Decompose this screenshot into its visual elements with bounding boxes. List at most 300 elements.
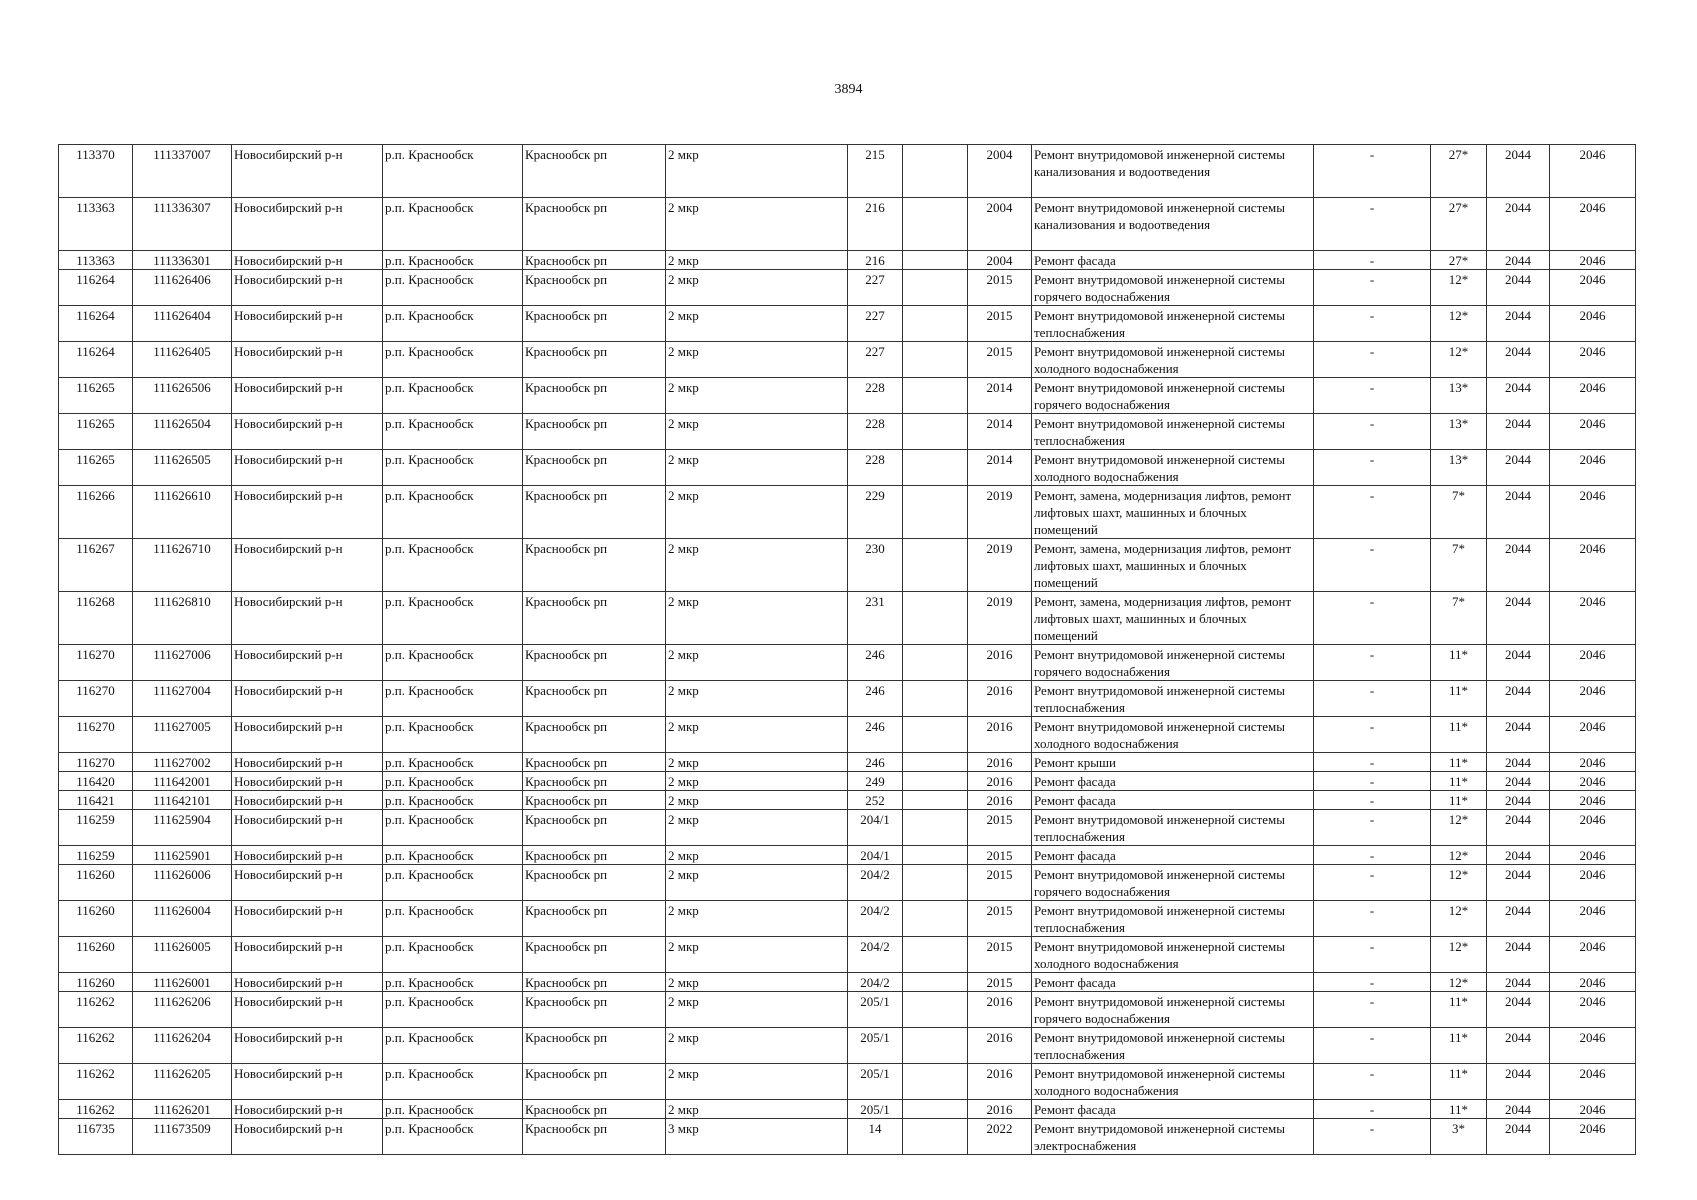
wear-cell: 27* (1431, 198, 1487, 251)
locality-cell: Краснообск рп (523, 865, 666, 901)
end-year-cell: 2046 (1550, 717, 1636, 753)
work-type-cell: Ремонт внутридомовой инженерной системы холодного водоснабжения (1032, 450, 1314, 486)
start-year-cell: 2044 (1487, 414, 1550, 450)
district-cell: Новосибирский р-н (232, 539, 383, 592)
work-code-cell: 111642101 (133, 791, 232, 810)
end-year-cell: 2046 (1550, 198, 1636, 251)
work-type-cell: Ремонт внутридомовой инженерной системы теплоснабжения (1032, 810, 1314, 846)
building-cell (903, 270, 968, 306)
wear-cell: 27* (1431, 145, 1487, 198)
house-number-cell: 228 (848, 450, 903, 486)
dash-cell: - (1314, 791, 1431, 810)
dash-cell: - (1314, 592, 1431, 645)
work-type-cell: Ремонт внутридомовой инженерной системы холодного водоснабжения (1032, 342, 1314, 378)
dash-cell: - (1314, 342, 1431, 378)
district-cell: Новосибирский р-н (232, 486, 383, 539)
street-cell: 2 мкр (666, 937, 848, 973)
start-year-cell: 2044 (1487, 539, 1550, 592)
wear-cell: 11* (1431, 1064, 1487, 1100)
locality-cell: Краснообск рп (523, 992, 666, 1028)
start-year-cell: 2044 (1487, 306, 1550, 342)
table-row (59, 865, 1636, 901)
wear-cell: 12* (1431, 846, 1487, 865)
settlement-cell: р.п. Краснообск (383, 486, 523, 539)
house-id-cell: 116259 (59, 810, 133, 846)
dash-cell: - (1314, 198, 1431, 251)
locality-cell: Краснообск рп (523, 450, 666, 486)
locality-cell: Краснообск рп (523, 486, 666, 539)
dash-cell: - (1314, 1064, 1431, 1100)
wear-cell: 12* (1431, 937, 1487, 973)
street-cell: 2 мкр (666, 973, 848, 992)
house-id-cell: 116265 (59, 414, 133, 450)
year-cell: 2014 (968, 450, 1032, 486)
table-row (59, 306, 1636, 342)
start-year-cell: 2044 (1487, 645, 1550, 681)
end-year-cell: 2046 (1550, 342, 1636, 378)
building-cell (903, 937, 968, 973)
work-code-cell: 111626504 (133, 414, 232, 450)
start-year-cell: 2044 (1487, 251, 1550, 270)
locality-cell: Краснообск рп (523, 901, 666, 937)
year-cell: 2015 (968, 306, 1032, 342)
locality-cell: Краснообск рп (523, 414, 666, 450)
house-id-cell: 116262 (59, 1100, 133, 1119)
work-type-cell: Ремонт внутридомовой инженерной системы канализования и водоотведения (1032, 145, 1314, 198)
locality-cell: Краснообск рп (523, 539, 666, 592)
locality-cell: Краснообск рп (523, 753, 666, 772)
house-id-cell: 116260 (59, 973, 133, 992)
wear-cell: 11* (1431, 772, 1487, 791)
building-cell (903, 414, 968, 450)
building-cell (903, 645, 968, 681)
settlement-cell: р.п. Краснообск (383, 791, 523, 810)
end-year-cell: 2046 (1550, 973, 1636, 992)
dash-cell: - (1314, 1100, 1431, 1119)
wear-cell: 11* (1431, 992, 1487, 1028)
dash-cell: - (1314, 681, 1431, 717)
wear-cell: 12* (1431, 342, 1487, 378)
building-cell (903, 251, 968, 270)
start-year-cell: 2044 (1487, 198, 1550, 251)
work-type-cell: Ремонт фасада (1032, 791, 1314, 810)
start-year-cell: 2044 (1487, 846, 1550, 865)
building-cell (903, 1100, 968, 1119)
work-type-cell: Ремонт внутридомовой инженерной системы канализования и водоотведения (1032, 198, 1314, 251)
street-cell: 2 мкр (666, 717, 848, 753)
table-row (59, 450, 1636, 486)
end-year-cell: 2046 (1550, 145, 1636, 198)
table-row (59, 270, 1636, 306)
year-cell: 2004 (968, 251, 1032, 270)
start-year-cell: 2044 (1487, 1119, 1550, 1155)
dash-cell: - (1314, 270, 1431, 306)
work-type-cell: Ремонт фасада (1032, 846, 1314, 865)
start-year-cell: 2044 (1487, 717, 1550, 753)
wear-cell: 11* (1431, 791, 1487, 810)
settlement-cell: р.п. Краснообск (383, 342, 523, 378)
building-cell (903, 772, 968, 791)
work-type-cell: Ремонт крыши (1032, 753, 1314, 772)
table-row (59, 1028, 1636, 1064)
dash-cell: - (1314, 865, 1431, 901)
building-cell (903, 592, 968, 645)
work-code-cell: 111626505 (133, 450, 232, 486)
dash-cell: - (1314, 846, 1431, 865)
settlement-cell: р.п. Краснообск (383, 753, 523, 772)
district-cell: Новосибирский р-н (232, 270, 383, 306)
work-type-cell: Ремонт внутридомовой инженерной системы холодного водоснабжения (1032, 1064, 1314, 1100)
work-code-cell: 111626201 (133, 1100, 232, 1119)
table-row (59, 973, 1636, 992)
street-cell: 2 мкр (666, 414, 848, 450)
end-year-cell: 2046 (1550, 539, 1636, 592)
district-cell: Новосибирский р-н (232, 810, 383, 846)
table-row (59, 486, 1636, 539)
district-cell: Новосибирский р-н (232, 592, 383, 645)
work-type-cell: Ремонт внутридомовой инженерной системы теплоснабжения (1032, 414, 1314, 450)
year-cell: 2015 (968, 342, 1032, 378)
work-code-cell: 111627004 (133, 681, 232, 717)
year-cell: 2016 (968, 791, 1032, 810)
building-cell (903, 486, 968, 539)
work-type-cell: Ремонт внутридомовой инженерной системы теплоснабжения (1032, 1028, 1314, 1064)
table-row (59, 645, 1636, 681)
dash-cell: - (1314, 450, 1431, 486)
work-type-cell: Ремонт внутридомовой инженерной системы горячего водоснабжения (1032, 378, 1314, 414)
work-code-cell: 111627002 (133, 753, 232, 772)
dash-cell: - (1314, 772, 1431, 791)
end-year-cell: 2046 (1550, 645, 1636, 681)
dash-cell: - (1314, 539, 1431, 592)
dash-cell: - (1314, 486, 1431, 539)
table-row (59, 1064, 1636, 1100)
building-cell (903, 865, 968, 901)
house-number-cell: 205/1 (848, 1100, 903, 1119)
wear-cell: 11* (1431, 1100, 1487, 1119)
house-id-cell: 116260 (59, 901, 133, 937)
locality-cell: Краснообск рп (523, 810, 666, 846)
locality-cell: Краснообск рп (523, 1100, 666, 1119)
table-row (59, 810, 1636, 846)
work-code-cell: 111673509 (133, 1119, 232, 1155)
year-cell: 2015 (968, 901, 1032, 937)
year-cell: 2016 (968, 1064, 1032, 1100)
end-year-cell: 2046 (1550, 791, 1636, 810)
start-year-cell: 2044 (1487, 992, 1550, 1028)
settlement-cell: р.п. Краснообск (383, 1100, 523, 1119)
house-number-cell: 229 (848, 486, 903, 539)
work-type-cell: Ремонт фасада (1032, 973, 1314, 992)
year-cell: 2004 (968, 145, 1032, 198)
wear-cell: 7* (1431, 592, 1487, 645)
street-cell: 2 мкр (666, 251, 848, 270)
table-row (59, 937, 1636, 973)
year-cell: 2014 (968, 414, 1032, 450)
work-code-cell: 111625901 (133, 846, 232, 865)
dash-cell: - (1314, 1028, 1431, 1064)
work-code-cell: 111626405 (133, 342, 232, 378)
house-number-cell: 249 (848, 772, 903, 791)
house-id-cell: 116268 (59, 592, 133, 645)
dash-cell: - (1314, 937, 1431, 973)
street-cell: 2 мкр (666, 901, 848, 937)
work-code-cell: 111626204 (133, 1028, 232, 1064)
start-year-cell: 2044 (1487, 342, 1550, 378)
dash-cell: - (1314, 414, 1431, 450)
street-cell: 2 мкр (666, 342, 848, 378)
street-cell: 2 мкр (666, 1028, 848, 1064)
table-row (59, 414, 1636, 450)
street-cell: 2 мкр (666, 486, 848, 539)
house-id-cell: 116735 (59, 1119, 133, 1155)
wear-cell: 11* (1431, 1028, 1487, 1064)
end-year-cell: 2046 (1550, 592, 1636, 645)
year-cell: 2016 (968, 1100, 1032, 1119)
work-code-cell: 111627006 (133, 645, 232, 681)
wear-cell: 11* (1431, 753, 1487, 772)
start-year-cell: 2044 (1487, 486, 1550, 539)
locality-cell: Краснообск рп (523, 270, 666, 306)
street-cell: 2 мкр (666, 145, 848, 198)
table-row (59, 1119, 1636, 1155)
end-year-cell: 2046 (1550, 1028, 1636, 1064)
end-year-cell: 2046 (1550, 901, 1636, 937)
wear-cell: 12* (1431, 973, 1487, 992)
start-year-cell: 2044 (1487, 791, 1550, 810)
end-year-cell: 2046 (1550, 306, 1636, 342)
building-cell (903, 901, 968, 937)
year-cell: 2015 (968, 810, 1032, 846)
building-cell (903, 681, 968, 717)
settlement-cell: р.п. Краснообск (383, 270, 523, 306)
dash-cell: - (1314, 306, 1431, 342)
house-id-cell: 116270 (59, 717, 133, 753)
house-number-cell: 228 (848, 414, 903, 450)
district-cell: Новосибирский р-н (232, 1064, 383, 1100)
house-number-cell: 204/1 (848, 846, 903, 865)
house-number-cell: 246 (848, 645, 903, 681)
building-cell (903, 450, 968, 486)
district-cell: Новосибирский р-н (232, 645, 383, 681)
start-year-cell: 2044 (1487, 592, 1550, 645)
street-cell: 2 мкр (666, 753, 848, 772)
building-cell (903, 846, 968, 865)
year-cell: 2016 (968, 753, 1032, 772)
settlement-cell: р.п. Краснообск (383, 251, 523, 270)
table-row (59, 846, 1636, 865)
locality-cell: Краснообск рп (523, 973, 666, 992)
locality-cell: Краснообск рп (523, 342, 666, 378)
settlement-cell: р.п. Краснообск (383, 539, 523, 592)
district-cell: Новосибирский р-н (232, 846, 383, 865)
table-row (59, 1100, 1636, 1119)
work-code-cell: 111626810 (133, 592, 232, 645)
work-code-cell: 111336307 (133, 198, 232, 251)
work-code-cell: 111626005 (133, 937, 232, 973)
end-year-cell: 2046 (1550, 681, 1636, 717)
start-year-cell: 2044 (1487, 973, 1550, 992)
building-cell (903, 539, 968, 592)
wear-cell: 11* (1431, 681, 1487, 717)
district-cell: Новосибирский р-н (232, 772, 383, 791)
house-number-cell: 216 (848, 198, 903, 251)
work-type-cell: Ремонт фасада (1032, 772, 1314, 791)
year-cell: 2015 (968, 846, 1032, 865)
year-cell: 2016 (968, 772, 1032, 791)
start-year-cell: 2044 (1487, 810, 1550, 846)
street-cell: 2 мкр (666, 306, 848, 342)
settlement-cell: р.п. Краснообск (383, 772, 523, 791)
settlement-cell: р.п. Краснообск (383, 198, 523, 251)
end-year-cell: 2046 (1550, 753, 1636, 772)
district-cell: Новосибирский р-н (232, 681, 383, 717)
start-year-cell: 2044 (1487, 681, 1550, 717)
work-code-cell: 111626710 (133, 539, 232, 592)
dash-cell: - (1314, 717, 1431, 753)
settlement-cell: р.п. Краснообск (383, 717, 523, 753)
street-cell: 2 мкр (666, 198, 848, 251)
work-code-cell: 111627005 (133, 717, 232, 753)
house-number-cell: 216 (848, 251, 903, 270)
district-cell: Новосибирский р-н (232, 1028, 383, 1064)
wear-cell: 27* (1431, 251, 1487, 270)
building-cell (903, 145, 968, 198)
year-cell: 2016 (968, 645, 1032, 681)
table-row (59, 753, 1636, 772)
end-year-cell: 2046 (1550, 486, 1636, 539)
street-cell: 2 мкр (666, 772, 848, 791)
end-year-cell: 2046 (1550, 450, 1636, 486)
house-number-cell: 215 (848, 145, 903, 198)
settlement-cell: р.п. Краснообск (383, 937, 523, 973)
house-number-cell: 246 (848, 717, 903, 753)
house-id-cell: 116264 (59, 306, 133, 342)
settlement-cell: р.п. Краснообск (383, 992, 523, 1028)
district-cell: Новосибирский р-н (232, 1119, 383, 1155)
house-number-cell: 246 (848, 681, 903, 717)
street-cell: 3 мкр (666, 1119, 848, 1155)
district-cell: Новосибирский р-н (232, 198, 383, 251)
work-type-cell: Ремонт внутридомовой инженерной системы электроснабжения (1032, 1119, 1314, 1155)
table-row (59, 772, 1636, 791)
dash-cell: - (1314, 1119, 1431, 1155)
year-cell: 2016 (968, 992, 1032, 1028)
settlement-cell: р.п. Краснообск (383, 450, 523, 486)
work-code-cell: 111626206 (133, 992, 232, 1028)
dash-cell: - (1314, 901, 1431, 937)
street-cell: 2 мкр (666, 810, 848, 846)
building-cell (903, 1028, 968, 1064)
year-cell: 2004 (968, 198, 1032, 251)
house-number-cell: 204/2 (848, 901, 903, 937)
work-type-cell: Ремонт внутридомовой инженерной системы холодного водоснабжения (1032, 937, 1314, 973)
wear-cell: 3* (1431, 1119, 1487, 1155)
locality-cell: Краснообск рп (523, 645, 666, 681)
table-row (59, 901, 1636, 937)
year-cell: 2016 (968, 681, 1032, 717)
work-type-cell: Ремонт внутридомовой инженерной системы горячего водоснабжения (1032, 270, 1314, 306)
wear-cell: 11* (1431, 717, 1487, 753)
house-id-cell: 113363 (59, 251, 133, 270)
district-cell: Новосибирский р-н (232, 1100, 383, 1119)
house-id-cell: 116264 (59, 270, 133, 306)
end-year-cell: 2046 (1550, 846, 1636, 865)
locality-cell: Краснообск рп (523, 145, 666, 198)
year-cell: 2016 (968, 1028, 1032, 1064)
house-number-cell: 231 (848, 592, 903, 645)
year-cell: 2015 (968, 937, 1032, 973)
work-type-cell: Ремонт внутридомовой инженерной системы горячего водоснабжения (1032, 865, 1314, 901)
table-row (59, 145, 1636, 198)
street-cell: 2 мкр (666, 681, 848, 717)
building-cell (903, 306, 968, 342)
settlement-cell: р.п. Краснообск (383, 973, 523, 992)
street-cell: 2 мкр (666, 450, 848, 486)
start-year-cell: 2044 (1487, 772, 1550, 791)
dash-cell: - (1314, 992, 1431, 1028)
street-cell: 2 мкр (666, 645, 848, 681)
wear-cell: 12* (1431, 901, 1487, 937)
start-year-cell: 2044 (1487, 378, 1550, 414)
work-code-cell: 111626006 (133, 865, 232, 901)
dash-cell: - (1314, 251, 1431, 270)
work-type-cell: Ремонт фасада (1032, 251, 1314, 270)
house-number-cell: 205/1 (848, 1064, 903, 1100)
work-code-cell: 111626406 (133, 270, 232, 306)
building-cell (903, 1119, 968, 1155)
house-id-cell: 113363 (59, 198, 133, 251)
house-id-cell: 116264 (59, 342, 133, 378)
building-cell (903, 342, 968, 378)
settlement-cell: р.п. Краснообск (383, 810, 523, 846)
work-type-cell: Ремонт внутридомовой инженерной системы горячего водоснабжения (1032, 992, 1314, 1028)
settlement-cell: р.п. Краснообск (383, 865, 523, 901)
year-cell: 2019 (968, 539, 1032, 592)
work-code-cell: 111626205 (133, 1064, 232, 1100)
locality-cell: Краснообск рп (523, 306, 666, 342)
locality-cell: Краснообск рп (523, 681, 666, 717)
house-number-cell: 204/2 (848, 973, 903, 992)
work-type-cell: Ремонт, замена, модернизация лифтов, ремонт лифтовых шахт, машинных и блочных помещений (1032, 486, 1314, 539)
house-number-cell: 205/1 (848, 1028, 903, 1064)
district-cell: Новосибирский р-н (232, 378, 383, 414)
street-cell: 2 мкр (666, 865, 848, 901)
work-code-cell: 111626004 (133, 901, 232, 937)
building-cell (903, 1064, 968, 1100)
house-id-cell: 116265 (59, 450, 133, 486)
street-cell: 2 мкр (666, 270, 848, 306)
start-year-cell: 2044 (1487, 753, 1550, 772)
house-id-cell: 116260 (59, 937, 133, 973)
district-cell: Новосибирский р-н (232, 251, 383, 270)
street-cell: 2 мкр (666, 992, 848, 1028)
wear-cell: 13* (1431, 414, 1487, 450)
house-number-cell: 227 (848, 342, 903, 378)
house-id-cell: 116259 (59, 846, 133, 865)
year-cell: 2015 (968, 865, 1032, 901)
table-row (59, 592, 1636, 645)
house-id-cell: 113370 (59, 145, 133, 198)
wear-cell: 13* (1431, 450, 1487, 486)
locality-cell: Краснообск рп (523, 198, 666, 251)
wear-cell: 12* (1431, 810, 1487, 846)
year-cell: 2015 (968, 270, 1032, 306)
table-row (59, 717, 1636, 753)
start-year-cell: 2044 (1487, 270, 1550, 306)
district-cell: Новосибирский р-н (232, 306, 383, 342)
district-cell: Новосибирский р-н (232, 973, 383, 992)
